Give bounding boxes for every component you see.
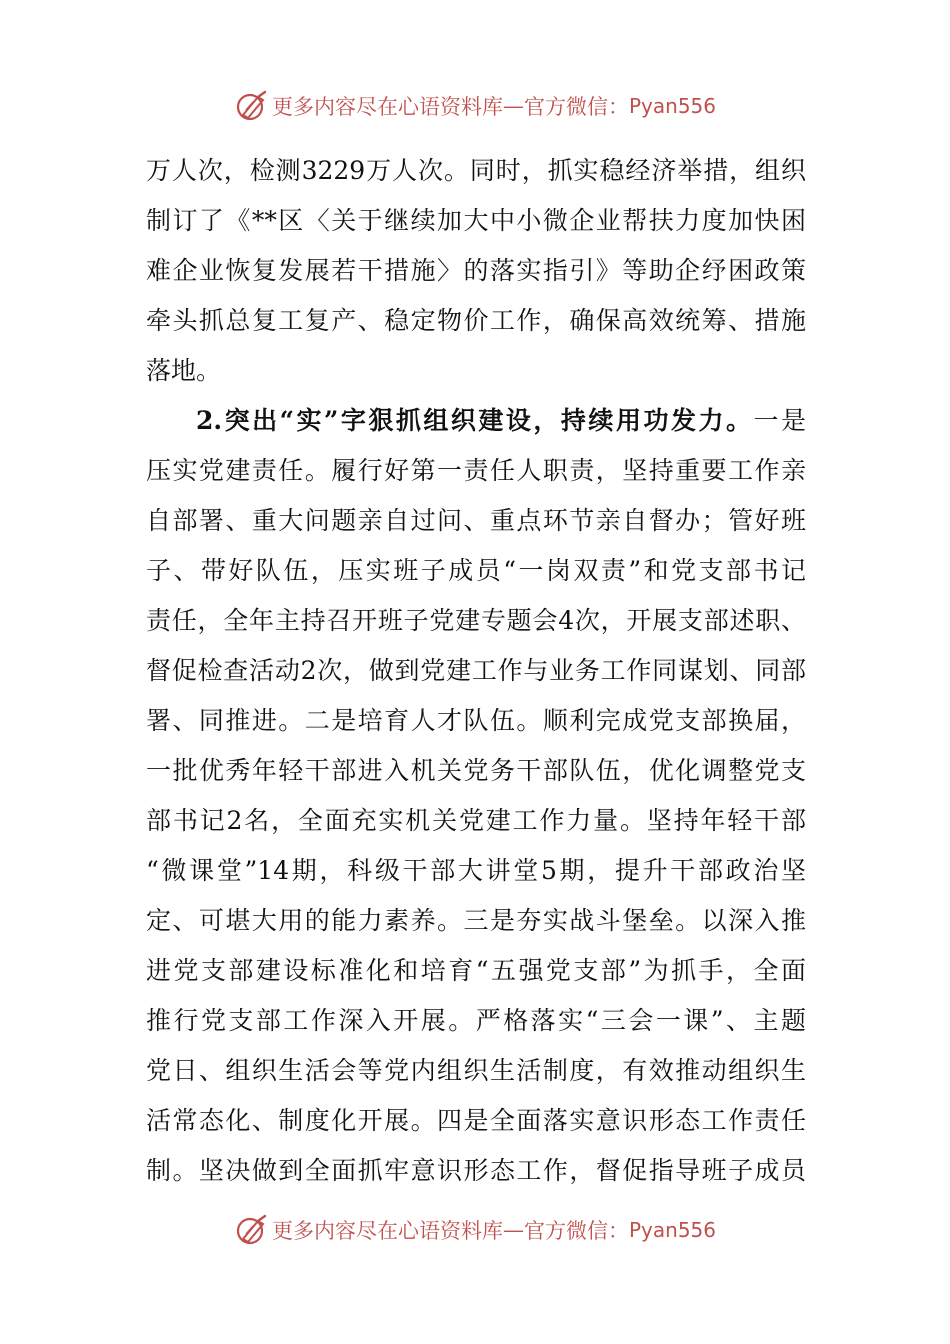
watermark-handle: Pyan556 [628,1218,716,1242]
text-line: 子、带好队伍，压实班子成员“一岗双责”和党支部书记 [146,556,806,585]
watermark-header [0,86,950,126]
text-line: 署、同推进。二是培育人才队伍。顺利完成党支部换届， [146,706,806,735]
text-line: 自部署、重大问题亲自过问、重点环节亲自督办；管好班 [146,506,806,535]
watermark-dash: — [502,1218,524,1242]
text-line: 制订了《**区〈关于继续加大中小微企业帮扶力度加快困 [146,206,806,235]
text-line: 活常态化、制度化开展。四是全面落实意识形态工作责任 [146,1106,806,1135]
text-line: 压实党建责任。履行好第一责任人职责，坚持重要工作亲 [146,456,806,485]
text-line: 责任，全年主持召开班子党建专题会4次，开展支部述职、 [146,606,806,635]
watermark-dash: — [502,94,524,118]
text-line: 推行党支部工作深入开展。严格落实“三会一课”、主题 [146,1006,806,1035]
watermark-label: 官方微信： [523,1219,629,1243]
watermark-label: 官方微信： [523,95,629,119]
text-line: 一批优秀年轻干部进入机关党务干部队伍，优化调整党支 [146,756,806,785]
text-line: 落地。 [146,356,222,385]
section-heading-line [146,396,806,446]
text-line: 万人次，检测3229万人次。同时，抓实稳经济举措，组织 [146,156,806,185]
text-line: 督促检查活动2次，做到党建工作与业务工作同谋划、同部 [146,656,806,685]
watermark-handle: Pyan556 [628,94,716,118]
text-line: “微课堂”14期，科级干部大讲堂5期，提升干部政治坚 [146,856,806,885]
text-line: 进党支部建设标准化和培育“五强党支部”为抓手，全面 [146,956,806,985]
text-fragment: 一是 [753,406,806,435]
pen-nib-circle-icon [234,88,270,124]
document-body [146,146,806,1196]
text-line: 牵头抓总复工复产、稳定物价工作，确保高效统筹、措施 [146,306,806,335]
text-line: 制。坚决做到全面抓牢意识形态工作，督促指导班子成员 [146,1156,806,1185]
watermark-footer [0,1210,950,1250]
section-heading: 2.突出“实”字狠抓组织建设，持续用功发力。 [196,406,754,435]
watermark-brand: 更多内容尽在心语资料库 [271,95,503,119]
text-line: 部书记2名，全面充实机关党建工作力量。坚持年轻干部 [146,806,806,835]
pen-nib-circle-icon [234,1212,270,1248]
text-line: 党日、组织生活会等党内组织生活制度，有效推动组织生 [146,1056,806,1085]
text-line: 定、可堪大用的能力素养。三是夯实战斗堡垒。以深入推 [146,906,806,935]
watermark-brand: 更多内容尽在心语资料库 [271,1219,503,1243]
text-line: 难企业恢复发展若干措施〉的落实指引》等助企纾困政策 [146,256,806,285]
